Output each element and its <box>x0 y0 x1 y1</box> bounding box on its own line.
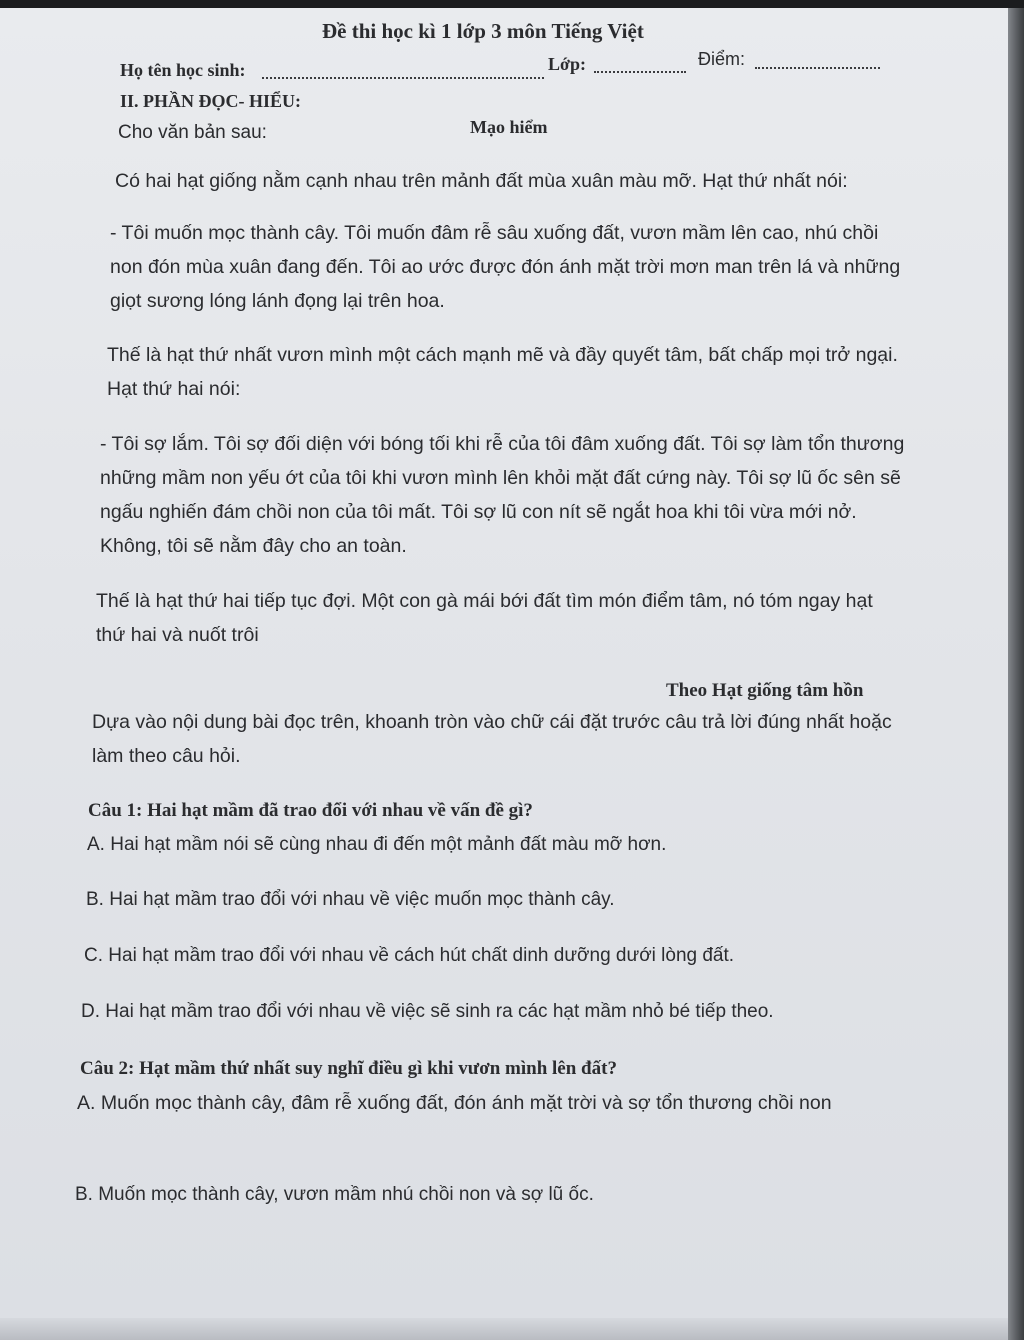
question-1-option-c[interactable]: C. Hai hạt mầm trao đổi với nhau về cách hút chất dinh dưỡng dưới lòng đất. <box>84 945 735 966</box>
class-blank[interactable] <box>594 55 686 73</box>
score-blank[interactable] <box>755 51 880 69</box>
student-name-label: Họ tên học sinh: <box>120 60 246 80</box>
passage-paragraph-5: Thế là hạt thứ hai tiếp tục đợi. Một con gà mái bới đất tìm món điểm tâm, nó tóm ngay hạt thứ hai và nuốt trôi <box>96 590 873 646</box>
screen-top-bar <box>0 0 1024 8</box>
question-2: Câu 2: Hạt mầm thứ nhất suy nghĩ điều gì khi vươn mình lên đất? <box>80 1058 617 1079</box>
passage-title: Mạo hiểm <box>470 117 548 137</box>
instruction-text: Dựa vào nội dung bài đọc trên, khoanh tròn vào chữ cái đặt trước câu trả lời đúng nhất hoặc làm theo câu hỏi. <box>92 711 892 767</box>
question-1-option-d[interactable]: D. Hai hạt mầm trao đổi với nhau về việc sẽ sinh ra các hạt mầm nhỏ bé tiếp theo. <box>81 1001 774 1022</box>
exam-title: Đề thi học kì 1 lớp 3 môn Tiếng Việt <box>322 19 644 43</box>
class-label: Lớp: <box>548 54 586 74</box>
passage-paragraph-3: Thế là hạt thứ nhất vươn mình một cách mạnh mẽ và đầy quyết tâm, bất chấp mọi trở ngại. Hạt thứ hai nói: <box>107 344 898 400</box>
score-label: Điểm: <box>698 49 746 69</box>
passage-source: Theo Hạt giống tâm hồn <box>666 680 864 701</box>
paper-bottom-strip <box>0 1318 1008 1340</box>
intro-label: Cho văn bản sau: <box>118 122 267 143</box>
section-heading: II. PHẦN ĐỌC- HIỂU: <box>120 91 302 111</box>
passage-paragraph-2: - Tôi muốn mọc thành cây. Tôi muốn đâm rễ sâu xuống đất, vươn mầm lên cao, nhú chồi non đón mùa xuân đang đến. Tôi ao ước được đón ánh mặt trời mơn man trên lá và những giọt sương lóng lánh đọng lại trên hoa. <box>110 222 901 312</box>
question-1: Câu 1: Hai hạt mầm đã trao đổi với nhau về vấn đề gì? <box>88 800 533 821</box>
question-1-option-b[interactable]: B. Hai hạt mầm trao đổi với nhau về việc muốn mọc thành cây. <box>86 889 615 910</box>
paper-edge-shadow <box>1006 8 1024 1340</box>
student-name-blank[interactable] <box>262 61 544 79</box>
question-2-option-b[interactable]: B. Muốn mọc thành cây, vươn mầm nhú chồi non và sợ lũ ốc. <box>75 1184 594 1205</box>
passage-paragraph-1: Có hai hạt giống nằm cạnh nhau trên mảnh đất mùa xuân màu mỡ. Hạt thứ nhất nói: <box>115 170 848 192</box>
exam-paper <box>0 8 1008 1318</box>
question-1-option-a[interactable]: A. Hai hạt mầm nói sẽ cùng nhau đi đến một mảnh đất màu mỡ hơn. <box>87 834 667 855</box>
question-2-option-a[interactable]: A. Muốn mọc thành cây, đâm rễ xuống đất, đón ánh mặt trời và sợ tổn thương chồi non <box>77 1092 832 1114</box>
passage-paragraph-4: - Tôi sợ lắm. Tôi sợ đối diện với bóng tối khi rễ của tôi đâm xuống đất. Tôi sợ làm tổn thương những mầm non yếu ớt của tôi khi vươn mình lên khỏi mặt đất cứng này. Tôi sợ lũ ốc sên sẽ ngấu nghiến đám chồi non của tôi mất. Tôi sợ lũ con nít sẽ ngắt hoa khi tôi vừa mới nở. Không, tôi sẽ nằm đây cho an toàn. <box>100 433 905 557</box>
